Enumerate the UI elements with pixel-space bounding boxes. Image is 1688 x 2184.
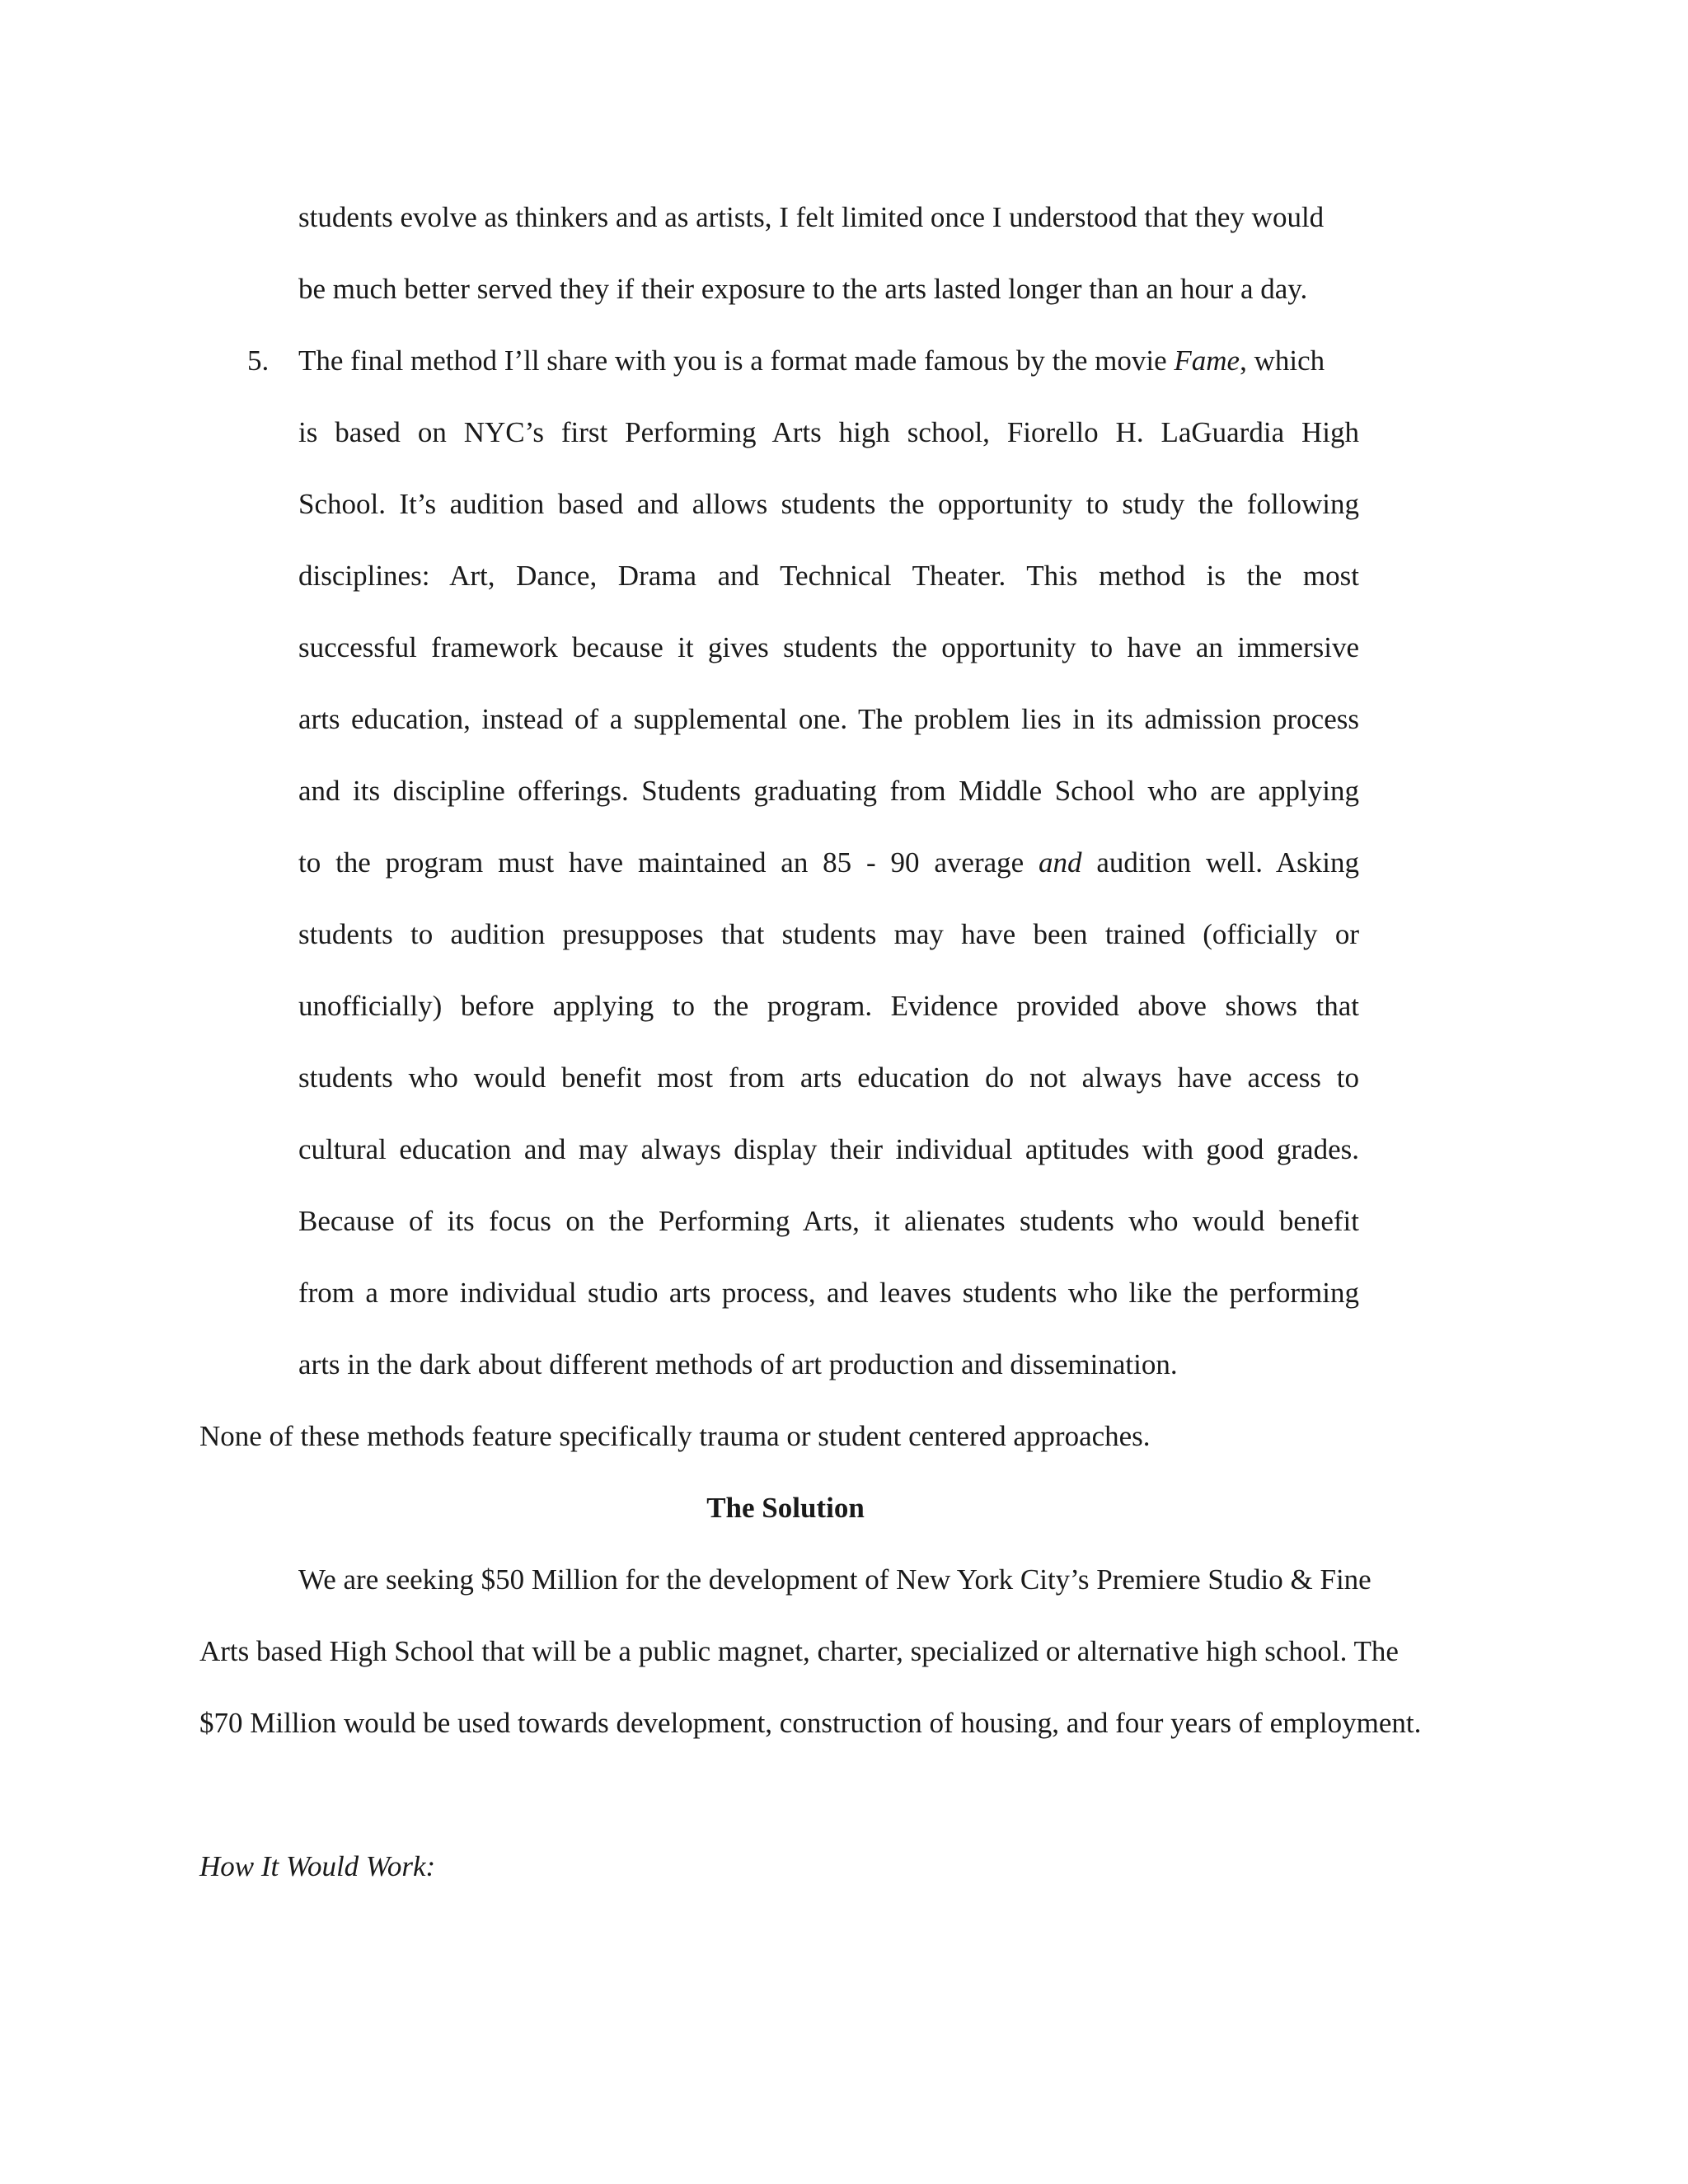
paragraph-line: students evolve as thinkers and as artists, I felt limited once I understood that they would	[298, 201, 1325, 233]
solution-line: Arts based High School that will be a public magnet, charter, specialized or alternative high school. The	[199, 1635, 1399, 1667]
list-item-line: successful framework because it gives students the opportunity to have an immersive	[298, 631, 1359, 663]
solution-line: $70 Million would be used towards development, construction of housing, and four years of employment.	[199, 1707, 1422, 1739]
movie-title: Fame	[1174, 344, 1240, 377]
subheading	[199, 1849, 435, 1885]
text-run: The final method I’ll share with you is a format made famous by the movie	[298, 344, 1175, 377]
text-run: to the program must have maintained an 85 - 90 average	[298, 846, 1039, 879]
paragraph-line: be much better served they if their exposure to the arts lasted longer than an hour a day.	[298, 273, 1308, 305]
list-item-line: cultural education and may always display their individual aptitudes with good grades.	[298, 1133, 1359, 1165]
list-item-line: students to audition presupposes that students may have been trained (officially or	[298, 918, 1359, 950]
list-item-line: is based on NYC’s first Performing Arts high school, Fiorello H. LaGuardia High	[298, 416, 1359, 448]
list-number: 5.	[247, 344, 270, 377]
list-item-line	[298, 845, 1359, 881]
list-item-line: disciplines: Art, Dance, Drama and Technical Theater. This method is the most	[298, 560, 1359, 592]
list-item-line: students who would benefit most from arts education do not always have access to	[298, 1062, 1359, 1094]
section-heading: The Solution	[706, 1492, 865, 1524]
list-item-line: arts education, instead of a supplemental one. The problem lies in its admission process	[298, 703, 1359, 735]
list-item-first-line	[298, 343, 1325, 379]
subheading-text: How It Would Work:	[199, 1850, 436, 1882]
solution-line: We are seeking $50 Million for the development of New York City’s Premiere Studio & Fine	[298, 1563, 1372, 1596]
list-item-line: Because of its focus on the Performing Arts, it alienates students who would benefit	[298, 1205, 1359, 1237]
list-item-line: and its discipline offerings. Students graduating from Middle School who are applying	[298, 775, 1359, 807]
text-run: , which	[1240, 344, 1325, 377]
list-item-line: from a more individual studio arts process, and leaves students who like the performing	[298, 1277, 1359, 1309]
summary-line: None of these methods feature specifically trauma or student centered approaches.	[199, 1420, 1151, 1452]
list-item-line: unofficially) before applying to the program. Evidence provided above shows that	[298, 990, 1359, 1022]
text-run: audition well. Asking	[1081, 846, 1359, 879]
emphasis-word: and	[1039, 846, 1082, 879]
list-item-line: School. It’s audition based and allows students the opportunity to study the following	[298, 488, 1359, 520]
list-item-line: arts in the dark about different methods of art production and dissemination.	[298, 1348, 1178, 1380]
